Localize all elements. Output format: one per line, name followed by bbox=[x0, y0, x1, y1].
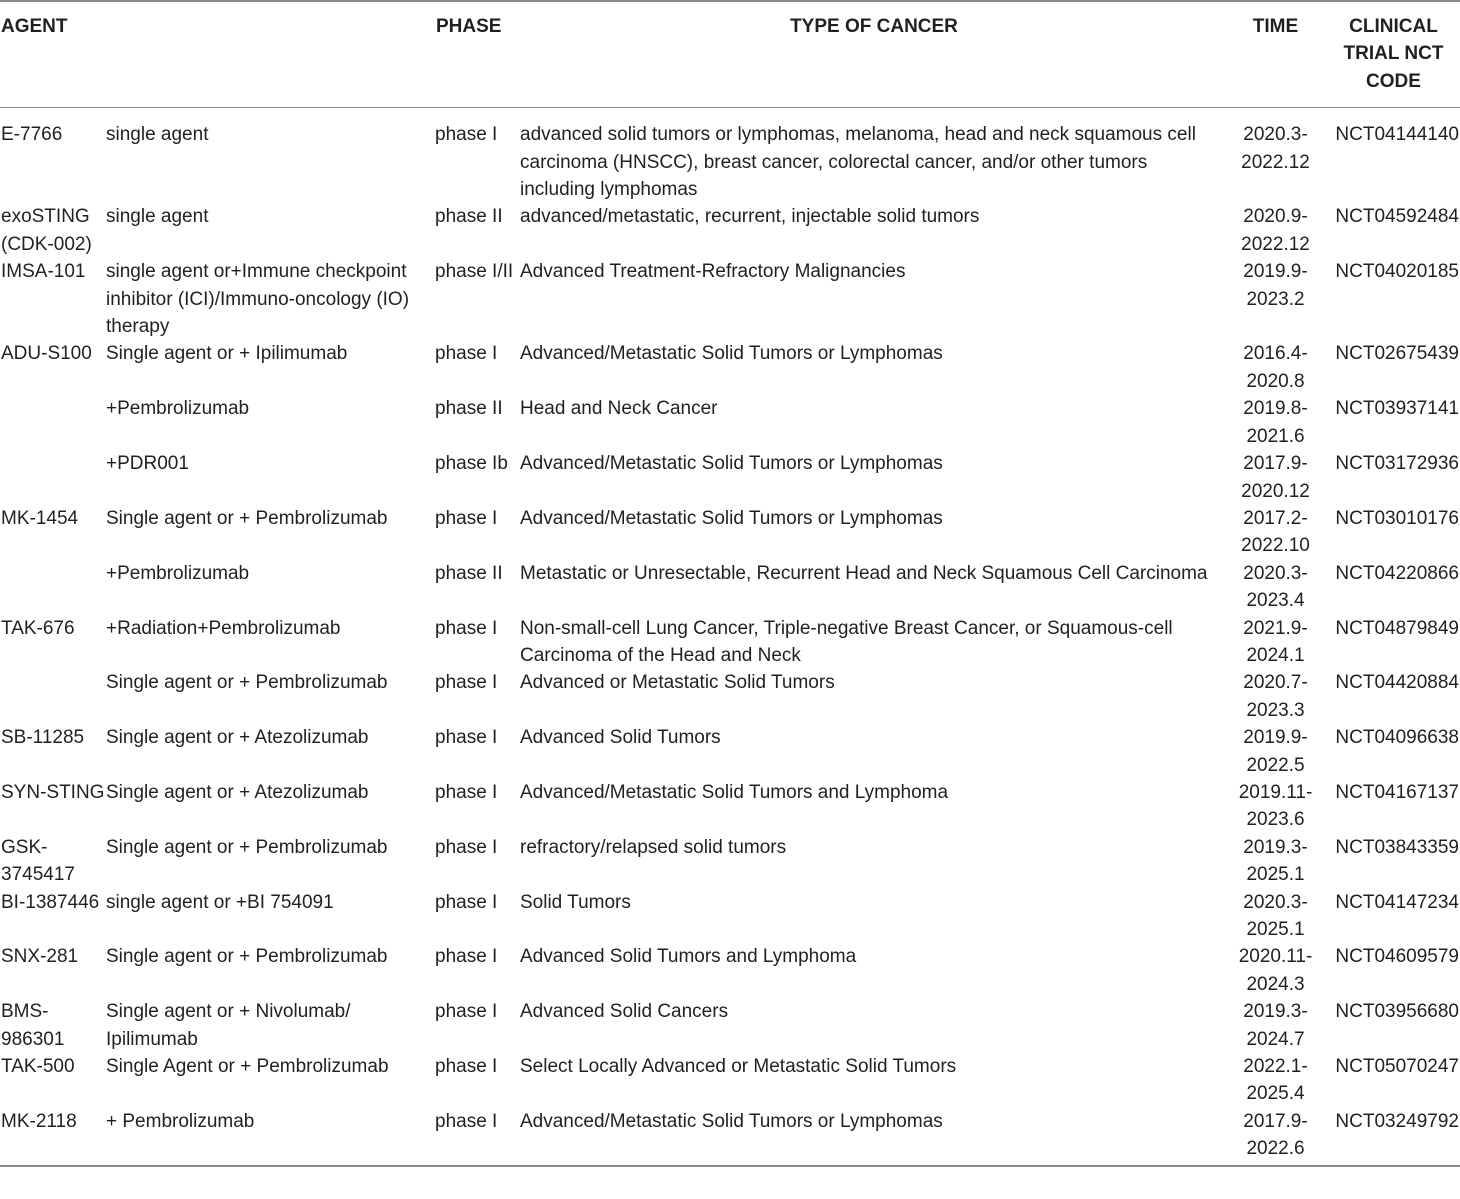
table-row bbox=[0, 203, 1460, 258]
table-row bbox=[0, 108, 1460, 204]
table-row bbox=[0, 615, 1460, 670]
cell-type-of-cancer: advanced solid tumors or lymphomas, melanoma, head and neck squamous cell carcinoma (HNSCC), breast cancer, colorectal cancer, and/or other tumors including lymphomas bbox=[520, 124, 1196, 201]
cell-agent: E-7766 bbox=[1, 124, 63, 146]
cell-agent: TAK-500 bbox=[1, 1056, 75, 1078]
table-row bbox=[0, 1053, 1460, 1108]
cell-time: 2017.9-2020.12 bbox=[1241, 453, 1310, 502]
table-row bbox=[0, 1108, 1460, 1166]
cell-phase: phase I bbox=[435, 672, 498, 694]
table-row bbox=[0, 724, 1460, 779]
cell-type-of-cancer: Advanced/Metastatic Solid Tumors or Lymphomas bbox=[520, 507, 943, 529]
table-row bbox=[0, 834, 1460, 889]
cell-time: 2019.11-2023.6 bbox=[1238, 781, 1313, 831]
cell-nct-code: NCT04167137 bbox=[1335, 781, 1459, 803]
table-row bbox=[0, 943, 1460, 998]
cell-phase: phase I bbox=[435, 1056, 498, 1078]
cell-time: 2017.2-2022.10 bbox=[1241, 507, 1310, 557]
cell-regimen: Single agent or + Pembrolizumab bbox=[106, 507, 388, 529]
cell-time: 2019.3-2024.7 bbox=[1243, 1001, 1308, 1050]
cell-type-of-cancer: Select Locally Advanced or Metastatic Solid Tumors bbox=[520, 1056, 957, 1078]
cell-phase: phase I bbox=[435, 781, 498, 803]
table-row bbox=[0, 395, 1460, 450]
cell-nct-code: NCT04020185 bbox=[1335, 261, 1459, 283]
header-nct-code: CLINICAL TRIAL NCT CODE bbox=[1343, 16, 1444, 92]
table-header bbox=[0, 1, 1460, 108]
header-type-of-cancer: TYPE OF CANCER bbox=[790, 16, 958, 37]
header-time: TIME bbox=[1252, 16, 1299, 37]
cell-nct-code: NCT03937141 bbox=[1335, 398, 1459, 420]
cell-time: 2020.7-2023.3 bbox=[1243, 672, 1308, 721]
cell-agent: BI-1387446 bbox=[1, 891, 100, 913]
cell-nct-code: NCT04592484 bbox=[1335, 206, 1459, 228]
cell-phase: phase II bbox=[435, 562, 503, 584]
cell-phase: phase I bbox=[435, 836, 498, 858]
cell-regimen: Single agent or + Pembrolizumab bbox=[106, 836, 388, 858]
cell-agent: GSK-3745417 bbox=[1, 836, 75, 886]
cell-regimen: Single agent or + Atezolizumab bbox=[106, 781, 369, 803]
cell-phase: phase I bbox=[435, 343, 498, 365]
cell-agent bbox=[0, 560, 106, 615]
cell-agent bbox=[0, 450, 106, 505]
cell-type-of-cancer: Advanced or Metastatic Solid Tumors bbox=[520, 672, 835, 694]
table-row bbox=[0, 340, 1460, 395]
cell-regimen: +Radiation+Pembrolizumab bbox=[106, 617, 341, 639]
cell-time: 2017.9-2022.6 bbox=[1243, 1110, 1308, 1160]
cell-agent: IMSA-101 bbox=[1, 261, 86, 283]
cell-phase: phase I bbox=[435, 891, 498, 913]
table-row bbox=[0, 258, 1460, 340]
cell-agent: exoSTING (CDK-002) bbox=[1, 206, 92, 255]
table-row bbox=[0, 779, 1460, 834]
cell-nct-code: NCT04144140 bbox=[1335, 124, 1459, 146]
cell-phase: phase I bbox=[435, 617, 498, 639]
cell-phase: phase I bbox=[435, 946, 498, 968]
cell-regimen: single agent or+Immune checkpoint inhibitor (ICI)/Immuno-oncology (IO) therapy bbox=[106, 261, 410, 338]
cell-phase: phase I/II bbox=[435, 261, 514, 283]
cell-type-of-cancer: Advanced/Metastatic Solid Tumors and Lymphoma bbox=[520, 781, 949, 803]
cell-phase: phase Ib bbox=[435, 453, 508, 475]
cell-nct-code: NCT03956680 bbox=[1335, 1001, 1459, 1023]
cell-nct-code: NCT04096638 bbox=[1335, 727, 1459, 749]
cell-nct-code: NCT05070247 bbox=[1335, 1056, 1459, 1078]
cell-phase: phase I bbox=[435, 124, 498, 146]
cell-regimen: single agent bbox=[106, 206, 209, 228]
cell-agent bbox=[0, 395, 106, 450]
cell-nct-code: NCT04879849 bbox=[1335, 617, 1459, 639]
header-agent: AGENT bbox=[1, 16, 68, 37]
cell-regimen: Single agent or + Pembrolizumab bbox=[106, 672, 388, 694]
cell-regimen: +Pembrolizumab bbox=[106, 562, 250, 584]
cell-type-of-cancer: Metastatic or Unresectable, Recurrent Head and Neck Squamous Cell Carcinoma bbox=[520, 562, 1208, 584]
cell-regimen: Single agent or + Nivolumab/ Ipilimumab bbox=[106, 1001, 351, 1050]
cell-agent: ADU-S100 bbox=[1, 343, 92, 365]
cell-nct-code: NCT04220866 bbox=[1335, 562, 1459, 584]
header-row bbox=[0, 1, 1460, 108]
cell-phase: phase I bbox=[435, 1110, 498, 1132]
cell-regimen: Single agent or + Atezolizumab bbox=[106, 727, 369, 749]
cell-phase: phase I bbox=[435, 1001, 498, 1023]
cell-type-of-cancer: Advanced Treatment-Refractory Malignancies bbox=[520, 261, 906, 283]
cell-regimen: Single agent or + Ipilimumab bbox=[106, 343, 348, 365]
table-row bbox=[0, 998, 1460, 1053]
cell-phase: phase II bbox=[435, 398, 503, 420]
table-row bbox=[0, 889, 1460, 944]
cell-regimen: single agent or +BI 754091 bbox=[106, 891, 334, 913]
cell-type-of-cancer: Advanced Solid Cancers bbox=[520, 1001, 729, 1023]
cell-phase: phase I bbox=[435, 507, 498, 529]
cell-time: 2020.3-2022.12 bbox=[1241, 124, 1310, 173]
table-row bbox=[0, 669, 1460, 724]
cell-type-of-cancer: Advanced/Metastatic Solid Tumors or Lymphomas bbox=[520, 453, 943, 475]
cell-type-of-cancer: Non-small-cell Lung Cancer, Triple-negative Breast Cancer, or Squamous-cell Carcinoma of the Head and Neck bbox=[520, 617, 1173, 666]
cell-nct-code: NCT03249792 bbox=[1335, 1110, 1459, 1132]
header-phase: PHASE bbox=[436, 16, 502, 37]
cell-type-of-cancer: Advanced/Metastatic Solid Tumors or Lymphomas bbox=[520, 343, 943, 365]
cell-regimen: + Pembrolizumab bbox=[106, 1110, 255, 1132]
cell-type-of-cancer: refractory/relapsed solid tumors bbox=[520, 836, 787, 858]
table-body bbox=[0, 108, 1460, 1166]
cell-time: 2019.8-2021.6 bbox=[1243, 398, 1308, 447]
cell-regimen: +Pembrolizumab bbox=[106, 398, 250, 420]
cell-regimen: Single Agent or + Pembrolizumab bbox=[106, 1056, 389, 1078]
table-row bbox=[0, 450, 1460, 505]
cell-type-of-cancer: Advanced Solid Tumors bbox=[520, 727, 721, 749]
cell-nct-code: NCT03010176 bbox=[1335, 507, 1459, 529]
cell-agent bbox=[0, 669, 106, 724]
cell-time: 2022.1-2025.4 bbox=[1243, 1056, 1308, 1105]
table-row bbox=[0, 505, 1460, 560]
cell-type-of-cancer: Head and Neck Cancer bbox=[520, 398, 718, 420]
cell-agent: MK-2118 bbox=[1, 1110, 77, 1132]
cell-agent: SNX-281 bbox=[1, 946, 79, 968]
cell-type-of-cancer: advanced/metastatic, recurrent, injectable solid tumors bbox=[520, 206, 980, 228]
cell-nct-code: NCT04147234 bbox=[1335, 891, 1459, 913]
cell-phase: phase I bbox=[435, 727, 498, 749]
cell-type-of-cancer: Advanced/Metastatic Solid Tumors or Lymphomas bbox=[520, 1110, 943, 1132]
cell-type-of-cancer: Advanced Solid Tumors and Lymphoma bbox=[520, 946, 857, 968]
cell-time: 2016.4-2020.8 bbox=[1243, 343, 1308, 392]
cell-regimen: +PDR001 bbox=[106, 453, 189, 475]
cell-time: 2021.9-2024.1 bbox=[1243, 617, 1308, 666]
cell-type-of-cancer: Solid Tumors bbox=[520, 891, 631, 913]
cell-agent: MK-1454 bbox=[1, 507, 79, 529]
cell-nct-code: NCT03843359 bbox=[1335, 836, 1459, 858]
cell-time: 2020.3-2025.1 bbox=[1243, 891, 1308, 940]
cell-regimen: Single agent or + Pembrolizumab bbox=[106, 946, 388, 968]
cell-nct-code: NCT03172936 bbox=[1335, 453, 1459, 475]
cell-agent: SYN-STING bbox=[1, 781, 105, 803]
cell-nct-code: NCT04420884 bbox=[1335, 672, 1459, 694]
cell-nct-code: NCT02675439 bbox=[1335, 343, 1459, 365]
cell-regimen: single agent bbox=[106, 124, 209, 146]
cell-agent: SB-11285 bbox=[1, 727, 85, 749]
cell-nct-code: NCT04609579 bbox=[1335, 946, 1459, 968]
cell-time: 2019.3-2025.1 bbox=[1243, 836, 1308, 886]
cell-phase: phase II bbox=[435, 206, 503, 228]
cell-time: 2020.3-2023.4 bbox=[1243, 562, 1308, 612]
cell-time: 2020.9-2022.12 bbox=[1241, 206, 1310, 255]
cell-agent: BMS-986301 bbox=[1, 1001, 65, 1050]
cell-time: 2019.9-2022.5 bbox=[1243, 727, 1308, 776]
cell-time: 2019.9-2023.2 bbox=[1243, 261, 1308, 310]
cell-agent: TAK-676 bbox=[1, 617, 75, 639]
cell-time: 2020.11-2024.3 bbox=[1238, 946, 1313, 995]
table-row bbox=[0, 560, 1460, 615]
